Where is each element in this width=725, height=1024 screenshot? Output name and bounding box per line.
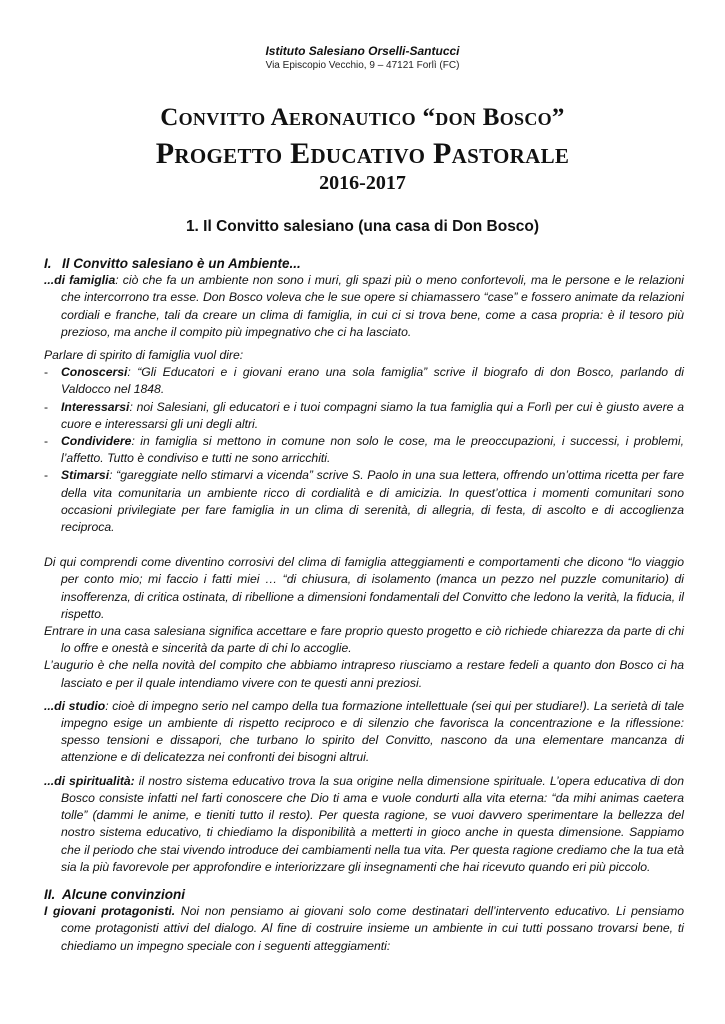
list-item (44, 433, 684, 467)
bullet-label: Interessarsi (61, 399, 130, 414)
document-body (44, 255, 684, 955)
paragraph-spiritualita (44, 773, 684, 876)
label-famiglia: ...di famiglia (44, 273, 116, 288)
institute-name: Istituto Salesiano Orselli-Santucci (265, 44, 460, 58)
bullet-label: Stimarsi (61, 468, 110, 483)
paragraph-giovani (44, 903, 684, 955)
bullet-text: : in famiglia si mettono in comune non solo le cose, ma le preoccupazioni, i successi, i problemi, l’affetto. Tutto è condiviso e tutti ne sono arricchiti. (61, 434, 684, 466)
bullet-dash: - (44, 468, 49, 483)
paragraph-studio (44, 698, 684, 767)
institute-address: Via Episcopio Vecchio, 9 – 47121 Forlì (FC) (265, 60, 460, 71)
document-title-line1: Convitto Aeronautico “don Bosco” (160, 104, 565, 131)
bullet-dash: - (44, 399, 49, 414)
part1-number: I. (44, 256, 52, 271)
paragraph-corrosivi: Di qui comprendi come diventino corrosivi del clima di famiglia atteggiamenti e comportamenti che dicono “lo viaggio per conto mio; mi faccio i fatti miei … “di chiusura, di isolamento (manca un pezzo nel puzzle comunitario) di insofferenza, di critica ostinata, di ribellione a dimensioni fondamentali del Convitto che ledono la verità, la fiducia, il rispetto. (44, 555, 684, 621)
text-giovani: Noi non pensiamo ai giovani solo come destinatari dell’intervento educativo. Li pensiamo come protagonisti attivi del dialogo. Al fine di costruire insieme un ambiente in cui tutti possano trovarsi bene, ti chiediamo un impegno speciale con i seguenti atteggiamenti: (61, 904, 685, 953)
bullet-text: : “Gli Educatori e i giovani erano una sola famiglia” scrive il biografo di don Bosco, parlando di Valdocco nel 1848. (61, 365, 684, 397)
list-item (44, 364, 684, 398)
school-years: 2016-2017 (319, 172, 406, 194)
paragraph-famiglia (44, 272, 684, 341)
paragraph-entrare: Entrare in una casa salesiana significa accettare e fare proprio questo progetto e ciò richiede chiarezza da parte di chi lo offre e onestà e sincerità da parte di chi lo accoglie. (44, 624, 684, 656)
bullet-dash: - (44, 365, 49, 380)
label-giovani: I giovani protagonisti. (44, 904, 176, 919)
bullet-text: : “gareggiate nello stimarvi a vicenda” scrive S. Paolo in una sua lettera, offrendo un’ottima ricetta per fare della vita comunitaria un ambiente ricco di cordialità e di amicizia. In quest’ottica i momenti comunitari sono occasioni privilegiate per fare famiglia in un clima di serenità, di allegria, di festa, di ascolto e di accoglienza reciproca. (61, 468, 684, 535)
label-spiritualita: ...di spiritualità: (44, 773, 135, 788)
bullet-label: Condividere (61, 434, 132, 449)
text-famiglia: : ciò che fa un ambiente non sono i muri, gli spazi più o meno confortevoli, ma le persone e le relazioni che intercorrono tra esse. Don Bosco voleva che le sue opere si chiamassero “case” e fossero animate da relazioni cordiali e franche, tali da creare un clima di famiglia, in cui ci si trova bene, come a casa propria: è il tesoro più prezioso, ma anche il compito più impegnativo che ci ha lasciato. (61, 273, 684, 339)
bullet-label: Conoscersi (61, 365, 128, 380)
part2-heading (44, 886, 684, 903)
paragraph-augurio: L’augurio è che nella novità del compito che abbiamo intrapreso riusciamo a restare fedeli a quanto don Bosco ci ha lasciato e per il quale intendiamo vivere con te questi anni preziosi. (44, 658, 684, 690)
bullet-dash: - (44, 434, 49, 449)
list-item (44, 467, 684, 536)
bullet-list (44, 364, 684, 536)
text-studio: : cioè di impegno serio nel campo della tua formazione intellettuale (sei qui per studiare!). La serietà di tale impegno esige un ambiente di rispetto reciproco e di silenzio che favorisca la concentrazione e la riflessione: spesso tensioni e dissapori, che turbano lo spirito del Convitto, nascono da una elementare mancanza di attenzione e di delicatezza nei confronti dei bisogni altrui. (61, 698, 684, 765)
label-studio: ...di studio (44, 698, 106, 713)
bullet-text: : noi Salesiani, gli educatori e i tuoi compagni siamo la tua famiglia qui a Forlì per cui è giusto avere a cuore e interessarsi gli uni degli altri. (61, 399, 684, 431)
document-title-line2: Progetto Educativo Pastorale (155, 137, 570, 170)
part2-heading-text: Alcune convinzioni (62, 886, 186, 902)
part2-number: II. (44, 886, 56, 902)
text-spiritualita: il nostro sistema educativo trova la sua origine nella dimensione spirituale. L’opera educativa di don Bosco consiste infatti nel farti conoscere che Dio ti ama e vuole condurti alla vita eterna: “da mihi animas caetera tolle” (dammi le anime, e tieniti tutto il resto). Per questa ragione, se vuoi davvero sperimentare la bellezza del nostro sistema educativo, ti chiediamo la disponibilità a metterti in gioco anche in questa dimensione. Sappiamo che il periodo che stai vivendo introduce dei cambiamenti nella tua vita. Per questa ragione crediamo che la tua età sia la più favorevole per approfondire e interiorizzare gli insegnamenti che hai ricevuto quando eri più piccolo. (61, 773, 684, 874)
list-item (44, 399, 684, 433)
section-title: 1. Il Convitto salesiano (una casa di Don Bosco) (185, 218, 540, 235)
spirito-intro: Parlare di spirito di famiglia vuol dire: (44, 348, 244, 363)
part1-heading-text: Il Convitto salesiano è un Ambiente... (62, 256, 301, 271)
part1-heading (44, 255, 684, 272)
